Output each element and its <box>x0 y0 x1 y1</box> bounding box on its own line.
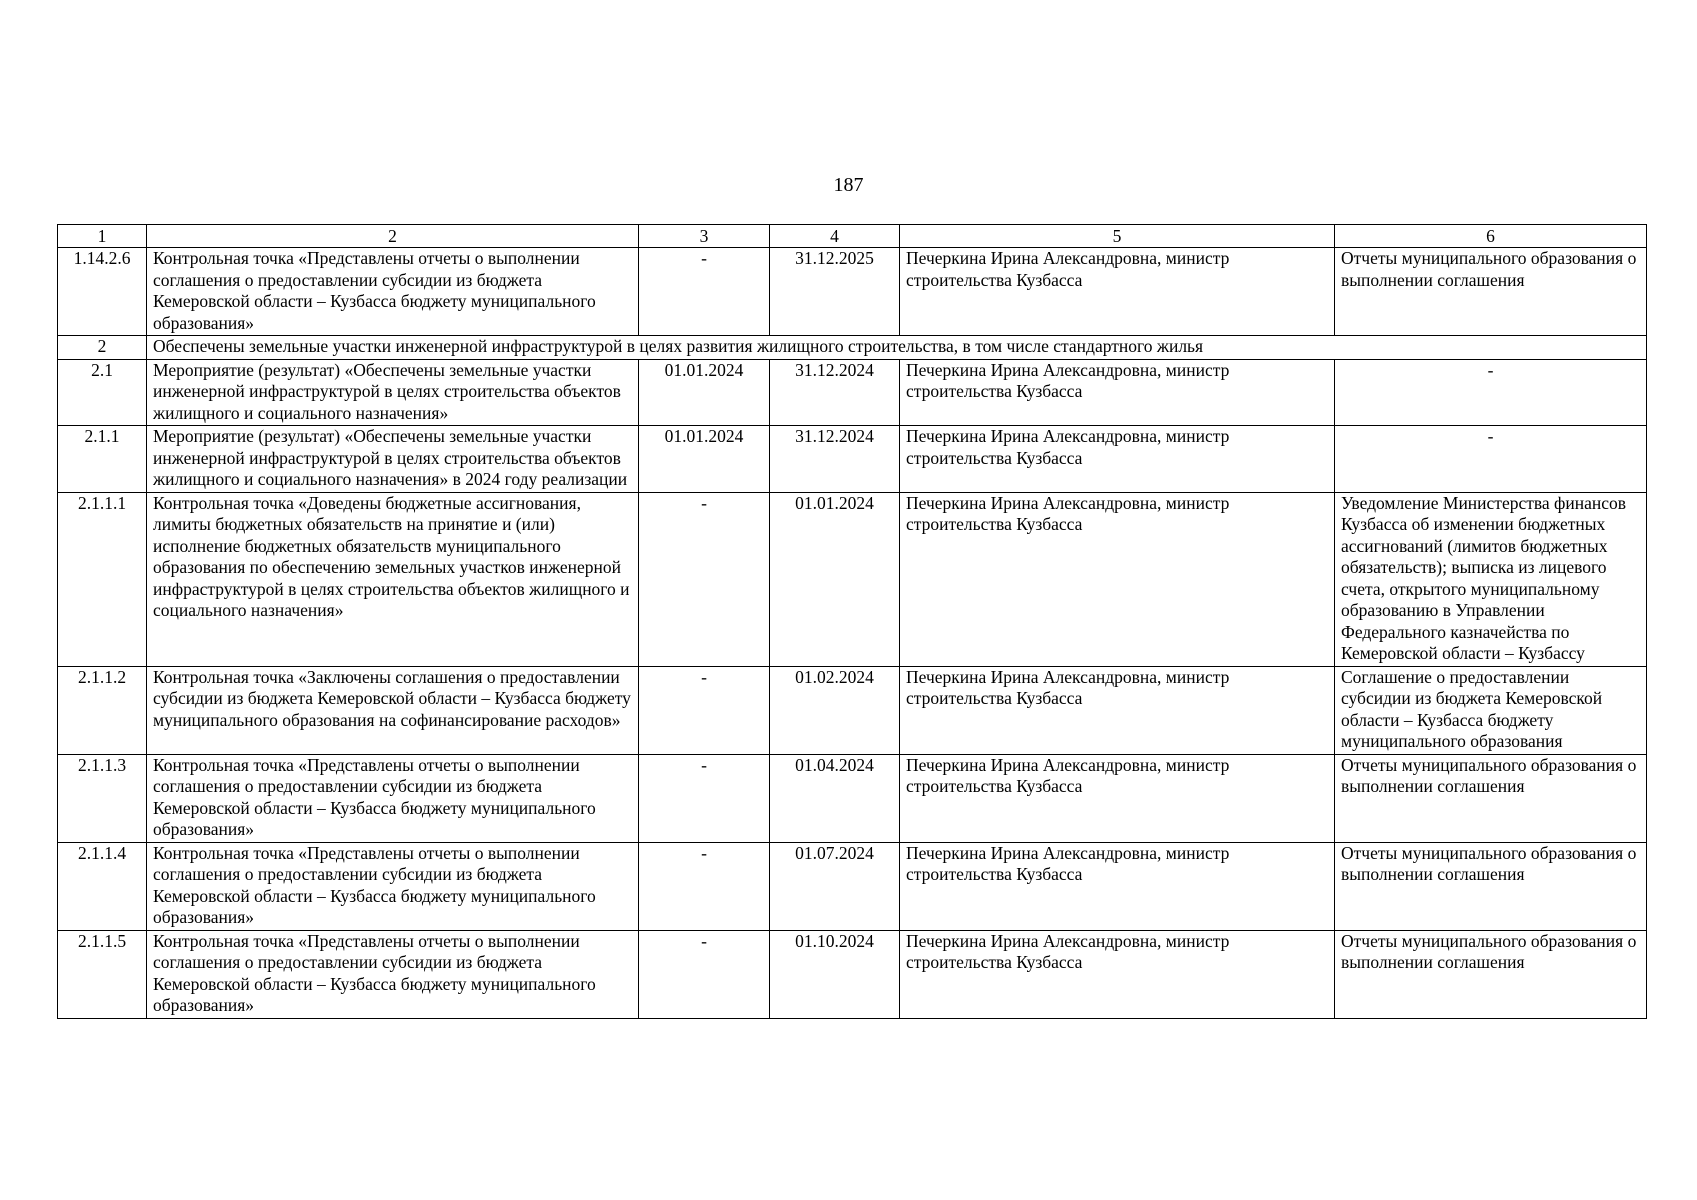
row-end-date: 01.04.2024 <box>770 754 900 842</box>
page-number: 187 <box>833 174 864 196</box>
row-document: Отчеты муниципального образования о выполнении соглашения <box>1335 930 1647 1018</box>
row-description: Контрольная точка «Представлены отчеты о выполнении соглашения о предоставлении субсидии из бюджета Кемеровской области – Кузбасса бюджету муниципального образования» <box>147 248 639 336</box>
row-start-date: - <box>639 842 770 930</box>
row-description: Контрольная точка «Доведены бюджетные ассигнования, лимиты бюджетных обязательств на принятие и (или) исполнение бюджетных обязательств муниципального образования по обеспечению земельных участков инженерной инфраструктурой в целях строительства объектов жилищного и социального назначения» <box>147 492 639 666</box>
row-number: 1.14.2.6 <box>58 248 147 336</box>
row-description: Контрольная точка «Представлены отчеты о выполнении соглашения о предоставлении субсидии из бюджета Кемеровской области – Кузбасса бюджету муниципального образования» <box>147 842 639 930</box>
column-header-3: 3 <box>639 225 770 248</box>
column-header-4: 4 <box>770 225 900 248</box>
row-description: Мероприятие (результат) «Обеспечены земельные участки инженерной инфраструктурой в целях строительства объектов жилищного и социального назначения» <box>147 359 639 426</box>
row-document: - <box>1335 426 1647 493</box>
row-start-date: - <box>639 248 770 336</box>
table-row <box>58 754 1647 842</box>
row-responsible: Печеркина Ирина Александровна, министр строительства Кузбасса <box>900 492 1335 666</box>
row-responsible: Печеркина Ирина Александровна, министр строительства Кузбасса <box>900 426 1335 493</box>
table-row <box>58 492 1647 666</box>
row-document: Соглашение о предоставлении субсидии из бюджета Кемеровской области – Кузбасса бюджету муниципального образования <box>1335 666 1647 754</box>
row-description: Мероприятие (результат) «Обеспечены земельные участки инженерной инфраструктурой в целях строительства объектов жилищного и социального назначения» в 2024 году реализации <box>147 426 639 493</box>
plan-table <box>57 224 1647 1019</box>
row-document: Отчеты муниципального образования о выполнении соглашения <box>1335 248 1647 336</box>
row-responsible: Печеркина Ирина Александровна, министр строительства Кузбасса <box>900 359 1335 426</box>
row-document: Отчеты муниципального образования о выполнении соглашения <box>1335 842 1647 930</box>
row-responsible: Печеркина Ирина Александровна, министр строительства Кузбасса <box>900 930 1335 1018</box>
table-row <box>58 666 1647 754</box>
row-end-date: 31.12.2024 <box>770 426 900 493</box>
row-responsible: Печеркина Ирина Александровна, министр строительства Кузбасса <box>900 754 1335 842</box>
task-row <box>58 336 1647 360</box>
row-number: 2.1.1.4 <box>58 842 147 930</box>
row-end-date: 31.12.2024 <box>770 359 900 426</box>
table-row <box>58 842 1647 930</box>
row-document: Уведомление Министерства финансов Кузбасса об изменении бюджетных ассигнований (лимитов бюджетных обязательств); выписка из лицевого счета, открытого муниципальному образованию в Управлении Федерального казначейства по Кемеровской области – Кузбассу <box>1335 492 1647 666</box>
row-end-date: 01.07.2024 <box>770 842 900 930</box>
row-number: 2 <box>58 336 147 360</box>
row-start-date: - <box>639 930 770 1018</box>
row-number: 2.1.1.1 <box>58 492 147 666</box>
row-end-date: 01.02.2024 <box>770 666 900 754</box>
row-start-date: - <box>639 492 770 666</box>
task-title: Обеспечены земельные участки инженерной инфраструктурой в целях развития жилищного строительства, в том числе стандартного жилья <box>147 336 1647 360</box>
row-end-date: 31.12.2025 <box>770 248 900 336</box>
row-number: 2.1 <box>58 359 147 426</box>
table-row <box>58 359 1647 426</box>
row-description: Контрольная точка «Заключены соглашения о предоставлении субсидии из бюджета Кемеровской области – Кузбасса бюджету муниципального образования на софинансирование расходов» <box>147 666 639 754</box>
row-end-date: 01.10.2024 <box>770 930 900 1018</box>
row-start-date: - <box>639 754 770 842</box>
column-header-6: 6 <box>1335 225 1647 248</box>
header-row <box>58 225 1647 248</box>
row-document: Отчеты муниципального образования о выполнении соглашения <box>1335 754 1647 842</box>
column-header-5: 5 <box>900 225 1335 248</box>
table-row <box>58 930 1647 1018</box>
row-start-date: - <box>639 666 770 754</box>
row-number: 2.1.1.3 <box>58 754 147 842</box>
table-row <box>58 426 1647 493</box>
row-responsible: Печеркина Ирина Александровна, министр строительства Кузбасса <box>900 666 1335 754</box>
row-description: Контрольная точка «Представлены отчеты о выполнении соглашения о предоставлении субсидии из бюджета Кемеровской области – Кузбасса бюджету муниципального образования» <box>147 754 639 842</box>
row-end-date: 01.01.2024 <box>770 492 900 666</box>
row-responsible: Печеркина Ирина Александровна, министр строительства Кузбасса <box>900 842 1335 930</box>
row-start-date: 01.01.2024 <box>639 359 770 426</box>
row-description: Контрольная точка «Представлены отчеты о выполнении соглашения о предоставлении субсидии из бюджета Кемеровской области – Кузбасса бюджету муниципального образования» <box>147 930 639 1018</box>
row-number: 2.1.1.5 <box>58 930 147 1018</box>
row-number: 2.1.1 <box>58 426 147 493</box>
column-header-2: 2 <box>147 225 639 248</box>
row-document: - <box>1335 359 1647 426</box>
table-row <box>58 248 1647 336</box>
column-header-1: 1 <box>58 225 147 248</box>
row-number: 2.1.1.2 <box>58 666 147 754</box>
row-responsible: Печеркина Ирина Александровна, министр строительства Кузбасса <box>900 248 1335 336</box>
row-start-date: 01.01.2024 <box>639 426 770 493</box>
